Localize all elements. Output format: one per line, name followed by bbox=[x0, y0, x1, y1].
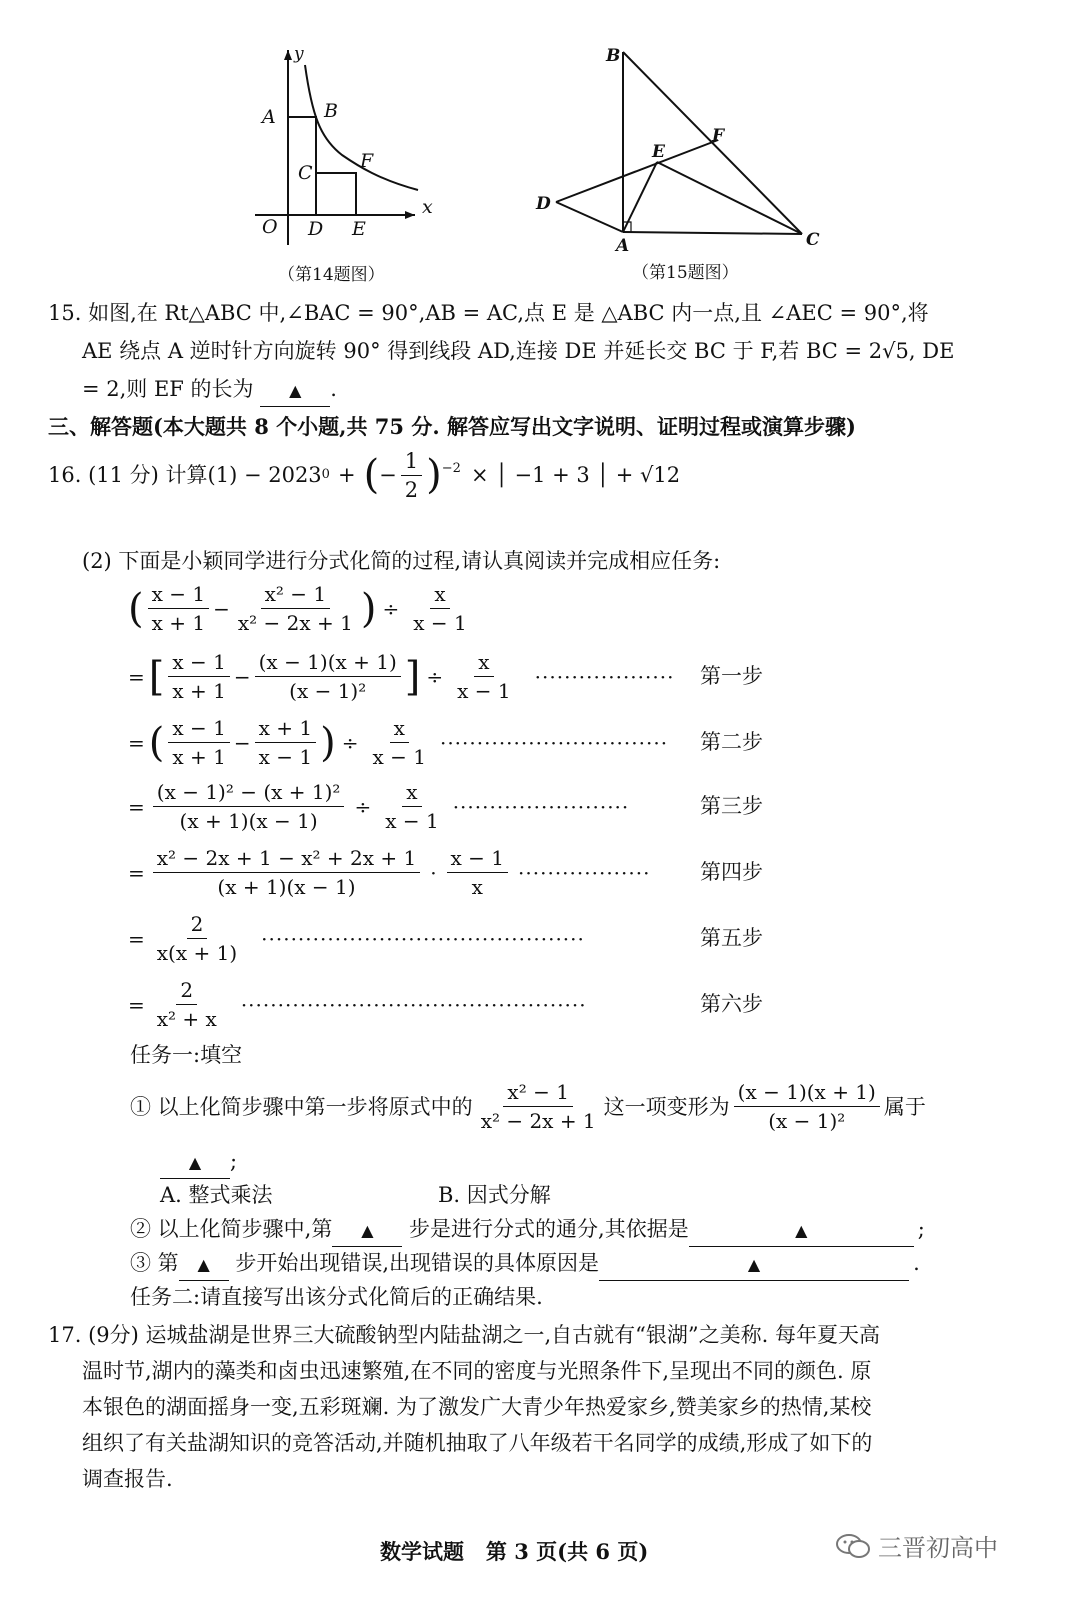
den: x² − 2x + 1 bbox=[480, 1109, 596, 1133]
frac bbox=[153, 976, 221, 1033]
t1-post: 属于 bbox=[883, 1094, 926, 1119]
eq: = bbox=[128, 730, 145, 755]
q15-line1: 15. 如图,在 Rt△ABC 中,∠BAC = 90°,AB = AC,点 E 是 △ABC 内一点,且 ∠AEC = 90°,将 bbox=[48, 301, 929, 325]
task1-item2-blank-step[interactable] bbox=[332, 1214, 402, 1247]
q16-exp-neg2: −2 bbox=[441, 461, 461, 476]
t2-mid: 步是进行分式的通分,其依据是 bbox=[409, 1217, 689, 1241]
num: x bbox=[474, 648, 493, 677]
eq: = bbox=[128, 664, 145, 689]
frac bbox=[409, 580, 470, 637]
q16-half-den: 2 bbox=[404, 477, 419, 502]
option-b: B. 因式分解 bbox=[438, 1183, 551, 1207]
leader-dots: ······························· bbox=[439, 730, 669, 755]
fig14-label-B: B bbox=[324, 100, 338, 122]
q15-line3 bbox=[82, 374, 337, 407]
q17-line4: 组织了有关盐湖知识的竞答活动,并随机抽取了八年级若干名同学的成绩,形成了如下的 bbox=[82, 1431, 873, 1455]
blank-mark: ▲ bbox=[795, 1221, 808, 1240]
task1-item3 bbox=[130, 1248, 920, 1281]
num: x bbox=[402, 778, 421, 807]
q16-plus: + bbox=[337, 463, 356, 487]
op: ÷ bbox=[382, 596, 400, 621]
frac bbox=[153, 778, 345, 835]
fig14-label-O: O bbox=[262, 216, 278, 238]
leader-dots: ··············································· bbox=[240, 992, 587, 1017]
frac bbox=[381, 778, 442, 835]
q15-line3-end: . bbox=[330, 377, 337, 401]
op: − bbox=[213, 596, 230, 621]
task1-item1-blank[interactable] bbox=[160, 1146, 230, 1179]
leader-dots: ··················· bbox=[534, 664, 675, 689]
expr-step5 bbox=[128, 910, 585, 967]
option-a: A. 整式乘法 bbox=[160, 1183, 273, 1207]
den: x − 1 bbox=[258, 745, 313, 769]
den: (x − 1)² bbox=[289, 679, 367, 703]
frac bbox=[368, 714, 429, 771]
page-footer: 数学试题 第 3 页(共 6 页) bbox=[380, 1539, 649, 1564]
den: x − 1 bbox=[457, 679, 511, 703]
task1-item3-blank-reason[interactable] bbox=[599, 1248, 909, 1281]
num: x² − 1 bbox=[261, 580, 331, 609]
num: x bbox=[430, 580, 449, 609]
watermark-text: 三晋初高中 bbox=[878, 1534, 998, 1562]
step-label-4: 第四步 bbox=[700, 860, 763, 884]
den: x² − 2x + 1 bbox=[237, 611, 353, 635]
num: x − 1 bbox=[168, 714, 229, 743]
fig14-label-C: C bbox=[298, 162, 313, 184]
expr-step6 bbox=[128, 976, 587, 1033]
q16-half bbox=[401, 447, 422, 504]
num: 2 bbox=[187, 910, 208, 939]
t1-end: ; bbox=[230, 1149, 238, 1173]
paren: ) bbox=[320, 719, 336, 766]
num: (x − 1)² − (x + 1)² bbox=[153, 778, 345, 807]
q16-exp0: 0 bbox=[321, 467, 330, 482]
frac bbox=[153, 910, 241, 967]
num: x − 1 bbox=[148, 580, 209, 609]
fig15-label-F: F bbox=[712, 126, 725, 146]
op: − bbox=[233, 730, 251, 755]
q17-line5: 调查报告. bbox=[82, 1467, 173, 1491]
q15-line3-text: = 2,则 EF 的长为 bbox=[82, 377, 254, 401]
figure-15 bbox=[540, 40, 820, 250]
q16-part1 bbox=[48, 450, 680, 500]
step-label-2: 第二步 bbox=[700, 730, 763, 754]
figure-14 bbox=[250, 40, 450, 250]
section-3-heading: 三、解答题(本大题共 8 个小题,共 75 分. 解答应写出文字说明、证明过程或演算步骤) bbox=[48, 414, 856, 439]
q15-line2: AE 绕点 A 逆时针方向旋转 90° 得到线段 AD,连接 DE 并延长交 BC 于 F,若 BC = 2√5, DE bbox=[82, 339, 955, 363]
den: x + 1 bbox=[172, 745, 226, 769]
op: − bbox=[233, 664, 251, 689]
den: x + 1 bbox=[172, 679, 226, 703]
task1-item2 bbox=[130, 1214, 925, 1247]
den: (x − 1)² bbox=[768, 1109, 846, 1133]
fig14-label-A: A bbox=[262, 106, 276, 128]
frac bbox=[168, 714, 229, 771]
q16-half-num: 1 bbox=[401, 447, 422, 476]
num: x² − 1 bbox=[503, 1078, 573, 1107]
den: x² + x bbox=[156, 1007, 217, 1031]
task1-item1 bbox=[130, 1078, 926, 1135]
frac bbox=[453, 648, 514, 705]
eq: = bbox=[128, 860, 145, 885]
expr-step4 bbox=[128, 844, 650, 901]
num: x − 1 bbox=[168, 648, 229, 677]
num: 2 bbox=[176, 976, 197, 1005]
q16-minus: − bbox=[379, 463, 397, 487]
fig15-label-A: A bbox=[616, 236, 630, 256]
den: x bbox=[471, 875, 483, 899]
eq: = bbox=[128, 926, 145, 951]
op: · bbox=[430, 860, 437, 885]
step-label-6: 第六步 bbox=[700, 992, 763, 1016]
q16-close-paren: ) bbox=[426, 452, 442, 498]
num: (x − 1)(x + 1) bbox=[734, 1078, 880, 1107]
den: x − 1 bbox=[413, 611, 467, 635]
t1-pre: ① 以上化简步骤中第一步将原式中的 bbox=[130, 1094, 473, 1119]
t1-frac1 bbox=[477, 1078, 600, 1135]
q16-head: 16. (11 分) 计算(1) − 2023 bbox=[48, 463, 322, 487]
num: (x − 1)(x + 1) bbox=[255, 648, 401, 677]
op: ÷ bbox=[341, 730, 359, 755]
task1-item2-blank-reason[interactable] bbox=[689, 1214, 914, 1247]
frac bbox=[255, 648, 401, 705]
fig14-label-x: x bbox=[422, 196, 433, 218]
task2: 任务二:请直接写出该分式化简后的正确结果. bbox=[130, 1285, 543, 1309]
blank-mark: ▲ bbox=[197, 1255, 210, 1274]
q15-answer-blank[interactable] bbox=[260, 374, 330, 407]
op: ÷ bbox=[426, 664, 444, 689]
task1-item3-blank-step[interactable] bbox=[179, 1248, 229, 1281]
step-label-1: 第一步 bbox=[700, 664, 763, 688]
frac bbox=[447, 844, 508, 901]
leader-dots: ························ bbox=[452, 794, 630, 819]
blank-mark: ▲ bbox=[747, 1255, 761, 1274]
t3-pre: ③ 第 bbox=[130, 1251, 179, 1275]
frac bbox=[255, 714, 316, 771]
step-label-5: 第五步 bbox=[700, 926, 763, 950]
fig14-label-E: E bbox=[352, 218, 366, 240]
step-label-3: 第三步 bbox=[700, 794, 763, 818]
q17-line1: 17. (9分) 运城盐湖是世界三大硫酸钠型内陆盐湖之一,自古就有“银湖”之美称. 每年夏天高 bbox=[48, 1323, 880, 1347]
num: x bbox=[390, 714, 409, 743]
frac bbox=[148, 580, 209, 637]
t3-end: . bbox=[913, 1251, 920, 1275]
q17-line2: 温时节,湖内的藻类和卤虫迅速繁殖,在不同的密度与光照条件下,呈现出不同的颜色. 原 bbox=[82, 1359, 872, 1383]
t1-mid: 这一项变形为 bbox=[603, 1094, 730, 1119]
bracket: ] bbox=[404, 653, 421, 700]
den: x(x + 1) bbox=[156, 941, 238, 965]
fig14-caption: （第14题图） bbox=[278, 265, 385, 285]
num: x² − 2x + 1 − x² + 2x + 1 bbox=[153, 844, 420, 873]
q16-rest: × │ −1 + 3 │ + √12 bbox=[470, 463, 681, 487]
watermark bbox=[836, 1528, 998, 1563]
expr-step3 bbox=[128, 778, 629, 835]
fig15-label-E: E bbox=[652, 142, 665, 162]
expr-step2 bbox=[128, 714, 668, 771]
q16-open-paren: ( bbox=[363, 452, 380, 498]
bracket: [ bbox=[148, 653, 165, 700]
paren: ( bbox=[128, 585, 144, 632]
eq: = bbox=[128, 992, 145, 1017]
t2-pre: ② 以上化简步骤中,第 bbox=[130, 1217, 333, 1241]
q16-part2: (2) 下面是小颖同学进行分式化简的过程,请认真阅读并完成相应任务: bbox=[82, 549, 721, 573]
leader-dots: ·················· bbox=[518, 860, 651, 885]
t2-end: ; bbox=[917, 1217, 925, 1241]
eq: = bbox=[128, 794, 145, 819]
den: x + 1 bbox=[151, 611, 206, 635]
fig15-caption: （第15题图） bbox=[632, 263, 739, 283]
task1-heading: 任务一:填空 bbox=[130, 1043, 243, 1067]
paren: ( bbox=[148, 719, 165, 766]
q17-line3: 本银色的湖面摇身一变,五彩斑斓. 为了激发广大青少年热爱家乡,赞美家乡的热情,某校 bbox=[82, 1395, 872, 1419]
t1-frac2 bbox=[734, 1078, 880, 1135]
wechat-icon bbox=[836, 1533, 870, 1559]
blank-mark: ▲ bbox=[361, 1221, 374, 1240]
q15-blank-mark: ▲ bbox=[289, 381, 302, 400]
fig15-label-C: C bbox=[806, 230, 820, 250]
leader-dots: ············································ bbox=[261, 926, 585, 951]
den: (x + 1)(x − 1) bbox=[179, 809, 318, 833]
num: x + 1 bbox=[255, 714, 316, 743]
frac bbox=[153, 844, 420, 901]
expr-step1 bbox=[128, 648, 674, 705]
task1-item1-blank-mark: ▲ bbox=[188, 1153, 202, 1172]
num: x − 1 bbox=[447, 844, 508, 873]
fig14-label-F: F bbox=[360, 150, 374, 172]
fig14-label-D: D bbox=[308, 218, 324, 240]
paren: ) bbox=[360, 585, 377, 632]
task1-item1-blank-line bbox=[160, 1146, 237, 1179]
t3-mid: 步开始出现错误,出现错误的具体原因是 bbox=[235, 1251, 600, 1275]
frac bbox=[234, 580, 357, 637]
den: x − 1 bbox=[372, 745, 426, 769]
expr-original bbox=[128, 580, 475, 637]
op: ÷ bbox=[354, 794, 372, 819]
frac bbox=[168, 648, 229, 705]
fig15-label-D: D bbox=[536, 194, 551, 214]
fig15-label-B: B bbox=[606, 46, 621, 66]
fig14-label-y: y bbox=[294, 44, 304, 64]
den: (x + 1)(x − 1) bbox=[217, 875, 356, 899]
den: x − 1 bbox=[385, 809, 439, 833]
